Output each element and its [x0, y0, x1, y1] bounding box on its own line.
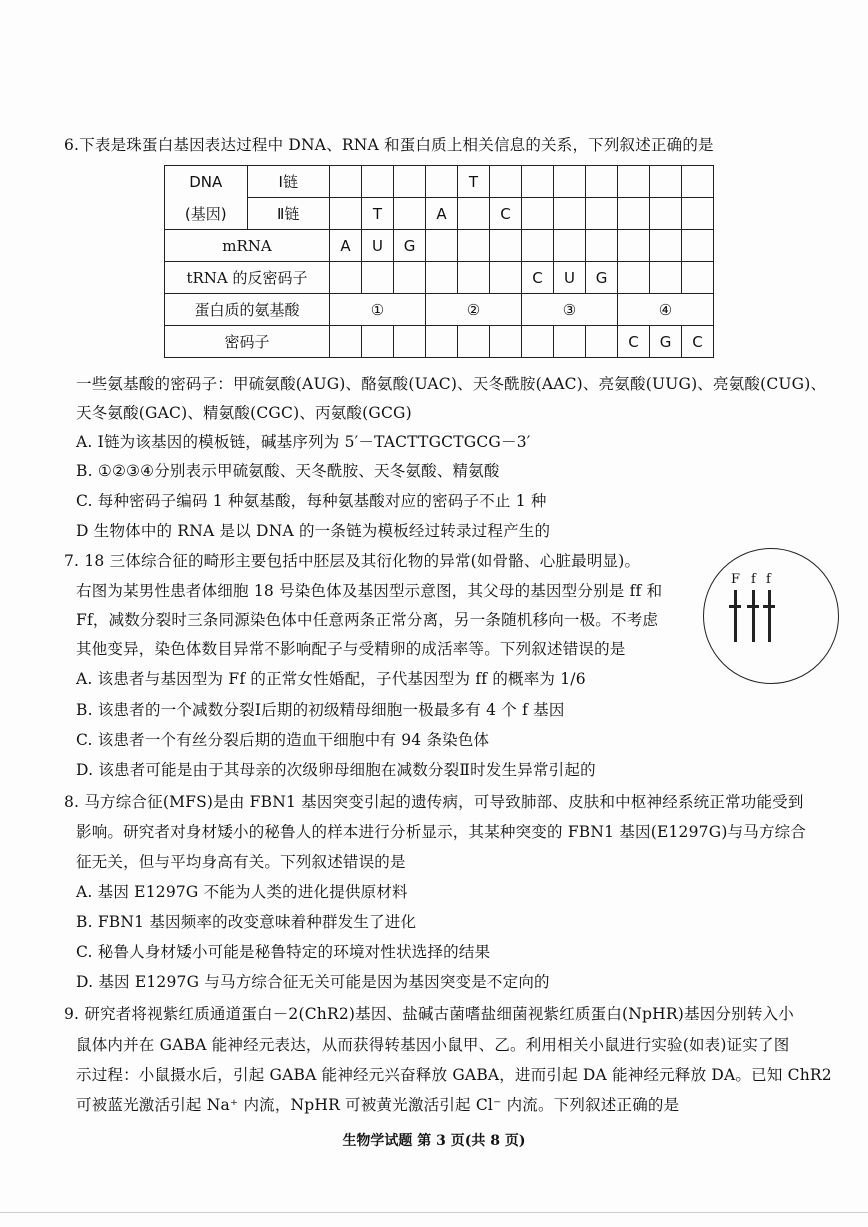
mrna-cell [522, 230, 554, 262]
chromosome-figure [703, 548, 839, 684]
aa-cell: ① [330, 294, 426, 326]
q6-option-b: B. ①②③④分别表示甲硫氨酸、天冬酰胺、天冬氨酸、精氨酸 [76, 462, 500, 480]
trna-cell [490, 262, 522, 294]
codon-cell [362, 326, 394, 358]
q7-stem-line3: Ff，减数分裂时三条同源染色体中任意两条正常分离，另一条随机移向一极。不考虑 [76, 611, 659, 629]
trna-cell [426, 262, 458, 294]
mrna-cell [490, 230, 522, 262]
q9-stem-line1: 9. 研究者将视紫红质通道蛋白－2(ChR2)基因、盐碱古菌嗜盐细菌视紫红质蛋白(NpHR)基因分别转入小 [64, 1005, 794, 1023]
strand1-cell [522, 166, 554, 198]
strand2-cell: T [362, 198, 394, 230]
strand1-cell [426, 166, 458, 198]
allele-label: F [731, 572, 741, 587]
aa-cell: ④ [618, 294, 714, 326]
strand2-cell [586, 198, 618, 230]
strand2-cell [554, 198, 586, 230]
q8-stem-line3: 征无关，但与平均身高有关。下列叙述错误的是 [76, 853, 406, 871]
gene-locus-mark [747, 605, 759, 608]
strand1-cell [618, 166, 650, 198]
strand2-cell [650, 198, 682, 230]
trna-cell: U [554, 262, 586, 294]
aa-cell: ② [426, 294, 522, 326]
strand1-cell [554, 166, 586, 198]
mrna-cell [458, 230, 490, 262]
strand2-cell: A [426, 198, 458, 230]
strand2-cell [682, 198, 714, 230]
strand1-label: Ⅰ链 [247, 166, 330, 198]
mrna-label: mRNA [165, 230, 330, 262]
strand2-cell [458, 198, 490, 230]
q8-stem-line1: 8. 马方综合征(MFS)是由 FBN1 基因突变引起的遗传病，可导致肺部、皮肤和中枢神经系统正常功能受到 [64, 793, 804, 811]
mrna-cell [586, 230, 618, 262]
aa-cell: ③ [522, 294, 618, 326]
q6-note-line1: 一些氨基酸的密码子：甲硫氨酸(AUG)、酪氨酸(UAC)、天冬酰胺(AAC)、亮氨酸(UUG)、亮氨酸(CUG)、 [76, 375, 827, 393]
strand2-cell [522, 198, 554, 230]
trna-cell: G [586, 262, 618, 294]
q8-option-b: B. FBN1 基因频率的改变意味着种群发生了进化 [76, 913, 417, 931]
mrna-cell: G [394, 230, 426, 262]
q7-option-a: A. 该患者与基因型为 Ff 的正常女性婚配，子代基因型为 ff 的概率为 1/6 [76, 670, 586, 688]
codon-cell: C [618, 326, 650, 358]
q7-stem-line1: 7. 18 三体综合征的畸形主要包括中胚层及其衍化物的异常(如骨骼、心脏最明显)。 [64, 552, 641, 570]
gene-expression-table [164, 165, 714, 358]
codon-cell [586, 326, 618, 358]
allele-label: f [751, 572, 756, 587]
q9-stem-line3: 示过程：小鼠摄水后，引起 GABA 能神经元兴奋释放 GABA，进而引起 DA 能神经元释放 DA。已知 ChR2 [76, 1066, 832, 1084]
mrna-cell [618, 230, 650, 262]
strand1-cell [682, 166, 714, 198]
q8-stem-line2: 影响。研究者对身材矮小的秘鲁人的样本进行分析显示，其某种突变的 FBN1 基因(E1297G)与马方综合 [76, 823, 807, 841]
codon-cell [458, 326, 490, 358]
gene-locus-mark [729, 605, 741, 608]
codon-cell: G [650, 326, 682, 358]
q6-option-c: C. 每种密码子编码 1 种氨基酸，每种氨基酸对应的密码子不止 1 种 [76, 492, 547, 510]
codon-cell: C [682, 326, 714, 358]
q6-stem: 6.下表是珠蛋白基因表达过程中 DNA、RNA 和蛋白质上相关信息的关系，下列叙述正确的是 [64, 136, 714, 154]
strand1-cell [650, 166, 682, 198]
q6-option-a: A. Ⅰ链为该基因的模板链，碱基序列为 5′－TACTTGCTGCG－3′ [76, 433, 531, 451]
strand1-cell [330, 166, 362, 198]
codon-cell [522, 326, 554, 358]
q8-option-d: D. 基因 E1297G 与马方综合征无关可能是因为基因突变是不定向的 [76, 973, 550, 991]
strand1-cell: T [458, 166, 490, 198]
chromosome [768, 590, 771, 642]
trna-cell [458, 262, 490, 294]
mrna-cell [650, 230, 682, 262]
strand1-cell [490, 166, 522, 198]
trna-cell [650, 262, 682, 294]
strand2-cell [618, 198, 650, 230]
q7-stem-line4: 其他变异，染色体数目异常不影响配子与受精卵的成活率等。下列叙述错误的是 [76, 640, 626, 658]
strand2-label: Ⅱ链 [247, 198, 330, 230]
mrna-cell [554, 230, 586, 262]
chromosome [752, 590, 755, 642]
q8-option-a: A. 基因 E1297G 不能为人类的进化提供原材料 [76, 883, 408, 901]
allele-label: f [766, 572, 771, 587]
q8-option-c: C. 秘鲁人身材矮小可能是秘鲁特定的环境对性状选择的结果 [76, 943, 491, 961]
strand2-cell [330, 198, 362, 230]
q9-stem-line2: 鼠体内并在 GABA 能神经元表达，从而获得转基因小鼠甲、乙。利用相关小鼠进行实验(如表)证实了图 [76, 1036, 790, 1054]
strand2-cell: C [490, 198, 522, 230]
strand2-cell [394, 198, 426, 230]
trna-cell [330, 262, 362, 294]
trna-cell [682, 262, 714, 294]
page-footer: 生物学试题 第 3 页(共 8 页) [342, 1133, 526, 1149]
q7-option-d: D. 该患者可能是由于其母亲的次级卵母细胞在减数分裂Ⅱ时发生异常引起的 [76, 761, 596, 779]
mrna-cell [682, 230, 714, 262]
mrna-cell: U [362, 230, 394, 262]
bottom-rule [0, 1212, 868, 1213]
q7-option-c: C. 该患者一个有丝分裂后期的造血干细胞中有 94 条染色体 [76, 731, 490, 749]
q7-stem-line2: 右图为某男性患者体细胞 18 号染色体及基因型示意图，其父母的基因型分别是 ff 和 [76, 582, 663, 600]
codon-cell [330, 326, 362, 358]
chromosome [734, 590, 737, 642]
codon-cell [490, 326, 522, 358]
strand1-cell [394, 166, 426, 198]
gene-locus-mark [763, 605, 775, 608]
q7-option-b: B. 该患者的一个减数分裂Ⅰ后期的初级精母细胞一极最多有 4 个 f 基因 [76, 701, 565, 719]
trna-cell [618, 262, 650, 294]
q9-stem-line4: 可被蓝光激活引起 Na⁺ 内流，NpHR 可被黄光激活引起 Cl⁻ 内流。下列叙述正确的是 [76, 1096, 680, 1114]
codon-cell [394, 326, 426, 358]
codon-cell [426, 326, 458, 358]
aa-label: 蛋白质的氨基酸 [165, 294, 330, 326]
codon-label: 密码子 [165, 326, 330, 358]
strand1-cell [586, 166, 618, 198]
mrna-cell: A [330, 230, 362, 262]
trna-cell: C [522, 262, 554, 294]
dna-label: DNA [165, 166, 248, 198]
trna-cell [362, 262, 394, 294]
q6-note-line2: 天冬氨酸(GAC)、精氨酸(CGC)、丙氨酸(GCG) [76, 404, 412, 422]
gene-label: (基因) [165, 198, 248, 230]
mrna-cell [426, 230, 458, 262]
trna-cell [394, 262, 426, 294]
strand1-cell [362, 166, 394, 198]
codon-cell [554, 326, 586, 358]
trna-label: tRNA 的反密码子 [165, 262, 330, 294]
q6-option-d: D 生物体中的 RNA 是以 DNA 的一条链为模板经过转录过程产生的 [76, 522, 551, 540]
